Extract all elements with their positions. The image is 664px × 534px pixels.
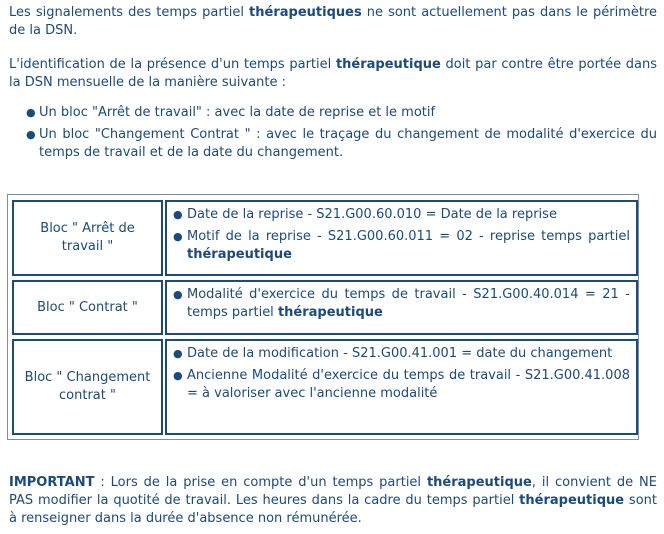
row-bullet-item bbox=[173, 206, 630, 224]
row-item-bold: thérapeutique bbox=[277, 305, 383, 320]
row-item-text: Date de la modification - S21.G00.41.001 = date du changement bbox=[187, 346, 613, 361]
bullet-icon: ● bbox=[173, 230, 183, 243]
row-label-text: Bloc " Contrat " bbox=[37, 299, 138, 315]
row-item-text: Motif de la reprise - S21.G00.60.011 = 02 - reprise temps partiel bbox=[187, 229, 630, 244]
bullet-icon: ● bbox=[173, 208, 183, 221]
row-label-text: Bloc " Changement contrat " bbox=[24, 370, 151, 403]
row-bullet-item bbox=[173, 367, 630, 403]
intro-p1-text-a: Les signalements des temps partiel bbox=[9, 5, 250, 20]
row-item-text: Date de la reprise - S21.G00.60.010 = Date de la reprise bbox=[187, 207, 557, 222]
row-bullet-item bbox=[173, 228, 630, 264]
important-bold-2: thérapeutique bbox=[519, 493, 625, 508]
important-paragraph bbox=[9, 474, 657, 528]
intro-bullet-list bbox=[9, 104, 657, 166]
intro-bullet-text: Un bloc "Changement Contrat " : avec le traçage du changement de modalité d'exercice du temps de travail et de la date du changement. bbox=[39, 127, 657, 160]
table-row-label bbox=[12, 280, 163, 335]
row-item-bold: thérapeutique bbox=[187, 247, 292, 262]
row-bullet-list bbox=[173, 345, 630, 403]
row-bullet-item bbox=[173, 286, 630, 322]
intro-p2-bold: thérapeutique bbox=[335, 57, 441, 72]
intro-p2-text-c: doit par contre être portée dans la DSN mensuelle de la manière suivante : bbox=[9, 57, 657, 90]
intro-bullet-item bbox=[9, 126, 657, 162]
row-bullet-list bbox=[173, 206, 630, 264]
intro-paragraph-2 bbox=[9, 56, 657, 92]
intro-p2-text-a: L'identification de la présence d'un temps partiel bbox=[9, 57, 336, 72]
important-text-2: , il convient de NE PAS modifier la quotité de travail. Les heures dans la cadre du temps partiel bbox=[9, 475, 657, 508]
intro-p1-bold: thérapeutiques bbox=[249, 5, 362, 20]
table-row bbox=[12, 339, 638, 435]
important-text-3: sont à renseigner dans la durée d'absence non rémunérée. bbox=[9, 493, 657, 526]
row-bullet-item bbox=[173, 345, 630, 363]
row-item-text: Ancienne Modalité d'exercice du temps de travail - S21.G00.41.008 = à valoriser avec l'ancienne modalité bbox=[187, 368, 630, 401]
bullet-icon: ● bbox=[173, 347, 183, 360]
dsn-blocks-table bbox=[7, 194, 639, 440]
table-row-content bbox=[165, 339, 638, 435]
row-label-text: Bloc " Arrêt de travail " bbox=[40, 221, 135, 254]
row-item-text: Modalité d'exercice du temps de travail - S21.G00.40.014 = 21 - temps partiel bbox=[187, 287, 630, 320]
intro-bullet-text: Un bloc "Arrêt de travail" : avec la date de reprise et le motif bbox=[39, 105, 436, 120]
intro-paragraph-1 bbox=[9, 4, 657, 40]
important-label: IMPORTANT bbox=[9, 475, 95, 490]
important-bold-1: thérapeutique bbox=[426, 475, 532, 490]
bullet-icon: ● bbox=[173, 369, 183, 382]
bullet-icon: ● bbox=[26, 128, 36, 141]
bullet-icon: ● bbox=[26, 106, 36, 119]
table-row-content bbox=[165, 200, 638, 276]
important-text-1: : Lors de la prise en compte d'un temps partiel bbox=[94, 475, 427, 490]
table-row-label bbox=[12, 339, 163, 435]
table-row-label bbox=[12, 200, 163, 276]
intro-bullet-item bbox=[9, 104, 657, 122]
table-row-content bbox=[165, 280, 638, 335]
intro-p1-text-c: ne sont actuellement pas dans le périmètre de la DSN. bbox=[9, 5, 657, 38]
bullet-icon: ● bbox=[173, 288, 183, 301]
table-row bbox=[12, 280, 638, 335]
table-row bbox=[12, 200, 638, 276]
row-bullet-list bbox=[173, 286, 630, 322]
